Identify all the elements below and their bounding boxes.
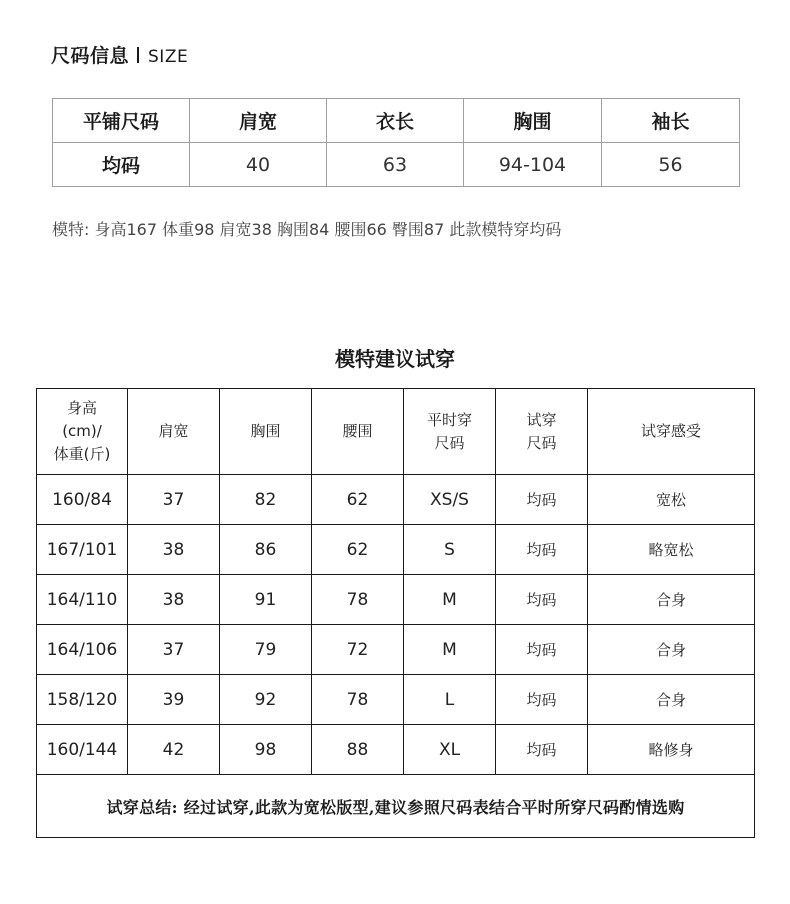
fit-summary-row: [37, 775, 755, 838]
fit-header-feeling: 试穿感受: [588, 389, 755, 475]
fit-cell-usual-size: M: [404, 625, 496, 675]
size-info-title: [51, 41, 188, 68]
fit-cell-shoulder: 37: [128, 625, 220, 675]
fit-table-row: [37, 525, 755, 575]
fit-header-chest: 胸围: [220, 389, 312, 475]
fit-cell-trial-size: 均码: [496, 625, 588, 675]
fit-table-row: [37, 625, 755, 675]
size-cell: 94-104: [464, 143, 602, 187]
header-line: 平时穿: [426, 410, 472, 429]
fit-cell-shoulder: 42: [128, 725, 220, 775]
fit-cell-waist: 62: [312, 475, 404, 525]
fit-cell-height-weight: 167/101: [37, 525, 128, 575]
fit-cell-waist: 78: [312, 575, 404, 625]
fit-cell-trial-size: 均码: [496, 475, 588, 525]
fit-cell-chest: 92: [220, 675, 312, 725]
fit-table-row: [37, 575, 755, 625]
header-line: 体重(斤): [53, 445, 111, 463]
fit-cell-height-weight: 158/120: [37, 675, 128, 725]
fit-cell-waist: 62: [312, 525, 404, 575]
header-line: 试穿: [526, 410, 557, 429]
size-cell: 56: [602, 143, 740, 187]
fit-table-row: [37, 475, 755, 525]
size-table-header-row: [53, 99, 740, 143]
fit-cell-feeling: 宽松: [588, 475, 755, 525]
fit-cell-feeling: 合身: [588, 625, 755, 675]
title-separator: [137, 47, 139, 63]
fit-header-trial-size: [496, 389, 588, 475]
fit-cell-height-weight: 160/144: [37, 725, 128, 775]
model-measurements-note: 模特: 身高167 体重98 肩宽38 胸围84 腰围66 臀围87 此款模特穿均码: [52, 220, 562, 239]
fit-cell-waist: 78: [312, 675, 404, 725]
fit-header-waist: 腰围: [312, 389, 404, 475]
fit-cell-waist: 72: [312, 625, 404, 675]
size-header-cell: 胸围: [464, 99, 602, 143]
fit-cell-height-weight: 164/106: [37, 625, 128, 675]
fit-cell-chest: 98: [220, 725, 312, 775]
header-line: 尺码: [434, 433, 465, 452]
fit-table-row: [37, 725, 755, 775]
fit-cell-trial-size: 均码: [496, 525, 588, 575]
size-header-cell: 袖长: [602, 99, 740, 143]
fit-cell-height-weight: 164/110: [37, 575, 128, 625]
fit-cell-trial-size: 均码: [496, 575, 588, 625]
fit-cell-feeling: 合身: [588, 675, 755, 725]
fit-cell-shoulder: 39: [128, 675, 220, 725]
size-table-row: [53, 143, 740, 187]
fit-cell-usual-size: XS/S: [404, 475, 496, 525]
fit-cell-chest: 79: [220, 625, 312, 675]
fit-header-height-weight: [37, 389, 128, 475]
fit-cell-height-weight: 160/84: [37, 475, 128, 525]
fit-cell-chest: 86: [220, 525, 312, 575]
size-info-title-en: SIZE: [148, 47, 189, 67]
fit-summary: 试穿总结: 经过试穿,此款为宽松版型,建议参照尺码表结合平时所穿尺码酌情选购: [37, 775, 755, 838]
size-header-cell: 平铺尺码: [53, 99, 190, 143]
fit-table: [36, 388, 755, 838]
fit-cell-shoulder: 37: [128, 475, 220, 525]
header-line: 尺码: [526, 433, 557, 452]
size-table: [52, 98, 740, 187]
size-cell: 40: [190, 143, 327, 187]
size-header-cell: 衣长: [327, 99, 464, 143]
fit-header-usual-size: [404, 389, 496, 475]
size-info-title-cn: 尺码信息: [51, 45, 130, 67]
size-cell: 63: [327, 143, 464, 187]
fit-cell-usual-size: L: [404, 675, 496, 725]
header-line: (cm)/: [62, 422, 102, 440]
header-line: 身高: [66, 399, 97, 417]
fit-cell-feeling: 略宽松: [588, 525, 755, 575]
fit-header-shoulder: 肩宽: [128, 389, 220, 475]
fit-cell-shoulder: 38: [128, 575, 220, 625]
fit-cell-usual-size: XL: [404, 725, 496, 775]
fit-cell-chest: 82: [220, 475, 312, 525]
fit-cell-usual-size: S: [404, 525, 496, 575]
fit-cell-chest: 91: [220, 575, 312, 625]
fit-cell-waist: 88: [312, 725, 404, 775]
fit-cell-shoulder: 38: [128, 525, 220, 575]
fit-cell-trial-size: 均码: [496, 675, 588, 725]
fit-cell-feeling: 略修身: [588, 725, 755, 775]
size-header-cell: 肩宽: [190, 99, 327, 143]
size-cell: 均码: [53, 143, 190, 187]
fit-table-row: [37, 675, 755, 725]
fit-table-header-row: [37, 389, 755, 475]
fit-cell-usual-size: M: [404, 575, 496, 625]
fit-cell-feeling: 合身: [588, 575, 755, 625]
fit-section-title: 模特建议试穿: [335, 347, 455, 371]
fit-cell-trial-size: 均码: [496, 725, 588, 775]
